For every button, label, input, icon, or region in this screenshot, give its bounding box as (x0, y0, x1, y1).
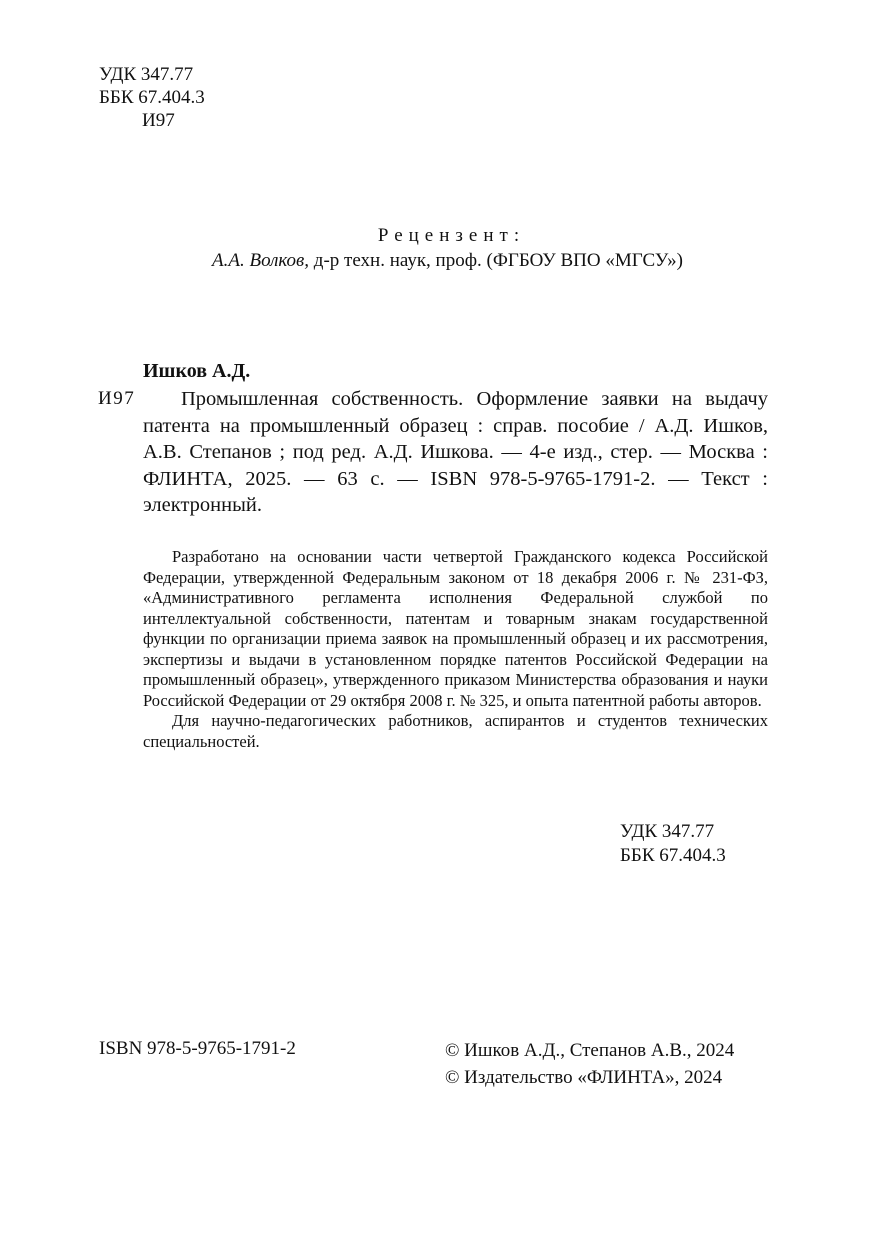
udk-code: УДК 347.77 (99, 64, 194, 85)
copyright-publisher: © Издательство «ФЛИНТА», 2024 (445, 1067, 723, 1088)
classification-codes-bottom (620, 820, 726, 868)
reviewer-details: д-р техн. наук, проф. (ФГБОУ ВПО «МГСУ») (309, 250, 683, 271)
bibliographic-description: Промышленная собственность. Оформление заявки на выдачу патента на промышленный образец : справ. пособие / А.Д. Ишков, А.В. Степанов ; под ред. А.Д. Ишкова. — 4-е изд., стер. — Москва : ФЛИНТА, 2025. — 63 с. — ISBN 978-5-9765-1791-2. — Текст : электронный. (143, 388, 768, 516)
reviewer-line (0, 248, 875, 273)
annotation (143, 547, 768, 752)
isbn: ISBN 978-5-9765-1791-2 (99, 1038, 296, 1059)
udk-code: УДК 347.77 (620, 821, 715, 842)
copyright-block (445, 1037, 734, 1091)
bbk-code: ББК 67.404.3 (99, 87, 205, 108)
copyright-authors: © Ишков А.Д., Степанов А.В., 2024 (445, 1040, 735, 1061)
author-mark-left: И97 (98, 388, 136, 409)
reviewer-block (0, 223, 875, 273)
annotation-paragraph: Разработано на основании части четвертой Гражданского кодекса Российской Федерации, утвержденной Федеральным законом от 18 декабря 2006 г. № 231-ФЗ, «Административного регламента исполнения Федеральной службой по интеллектуальной собственности, патентам и товарным знакам государственной функции по организации приема заявок на промышленный образец и их рассмотрения, экспертизы и выдачи в установленном порядке патентов Российской Федерации на промышленный образец», утвержденного приказом Министерства образования и науки Российской Федерации от 29 октября 2008 г. № 325, и опыта патентной работы авторов. (143, 547, 768, 710)
reviewer-name: А.А. Волков, (212, 250, 310, 271)
annotation-paragraph: Для научно-педагогических работников, аспирантов и студентов технических специальностей. (143, 711, 768, 751)
bbk-code: ББК 67.404.3 (620, 845, 726, 866)
author-mark-code: И97 (142, 110, 175, 131)
author-heading: Ишков А.Д. (143, 360, 251, 382)
reviewer-heading: Рецензент: (377, 225, 526, 246)
classification-codes-top (99, 63, 205, 132)
